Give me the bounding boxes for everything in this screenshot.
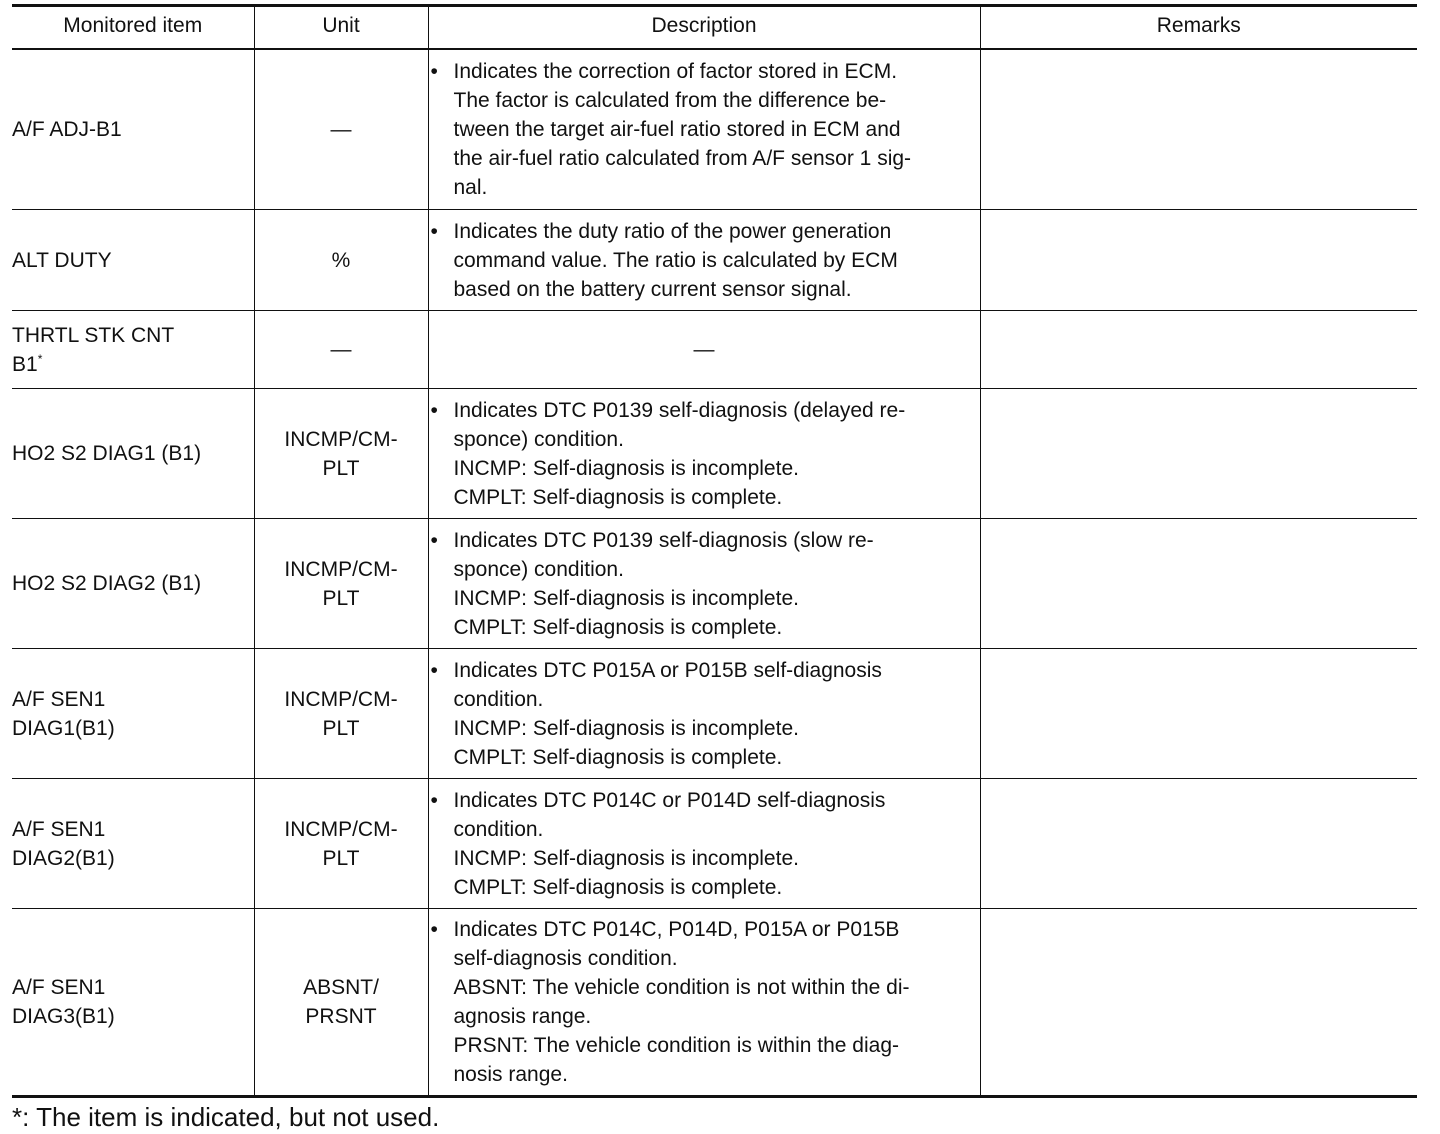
header-unit: Unit [254, 6, 428, 49]
description-line: Indicates DTC P014C, P014D, P015A or P015B [453, 918, 900, 941]
monitored-item-line: DIAG3(B1) [12, 1005, 115, 1028]
header-description: Description [428, 6, 980, 49]
remarks-cell [980, 909, 1417, 1097]
description-line: The factor is calculated from the difference be- [453, 88, 887, 112]
table-row [12, 389, 1417, 519]
unit-line: PLT [322, 586, 360, 610]
monitored-item-line [12, 350, 254, 379]
description-line: ABSNT: The vehicle condition is not within the di- [453, 976, 910, 999]
bullet-icon: • [430, 528, 438, 552]
monitored-item-line: DIAG1(B1) [12, 716, 115, 740]
monitored-item-line: DIAG2(B1) [12, 846, 115, 870]
description-line: CMPLT: Self-diagnosis is complete. [453, 485, 783, 509]
table-row [12, 519, 1417, 649]
description-line: nal. [453, 175, 488, 199]
description-cell [428, 779, 980, 909]
unit-line: PRSNT [305, 1005, 377, 1028]
bullet-icon: • [430, 59, 438, 83]
unit-cell: % [254, 210, 428, 311]
description-bullet-line [429, 396, 980, 425]
monitored-item-line: A/F SEN1 [12, 817, 106, 841]
description-line: Indicates the correction of factor stored in ECM. [453, 59, 898, 83]
description-line: Indicates DTC P014C or P014D self-diagnosis [453, 788, 886, 812]
description-line: INCMP: Self-diagnosis is incomplete. [453, 716, 799, 740]
description-cell [428, 389, 980, 519]
bullet-icon: • [430, 918, 438, 941]
unit-line: PLT [322, 846, 360, 870]
unit-cell [254, 649, 428, 779]
description-line: nosis range. [453, 1063, 568, 1086]
description-line: Indicates DTC P0139 self-diagnosis (delayed re- [453, 398, 906, 422]
description-bullet-line [429, 217, 980, 246]
unit-line: INCMP/CM- [284, 687, 398, 711]
description-cell [428, 909, 980, 1097]
unit-line: PLT [322, 456, 360, 480]
unit-cell [254, 389, 428, 519]
description-bullet-line [429, 526, 980, 555]
description-line: Indicates DTC P0139 self-diagnosis (slow re- [453, 528, 874, 552]
table-header-row [12, 6, 1417, 49]
monitored-item-line: A/F SEN1 [12, 976, 106, 999]
bullet-icon: • [430, 398, 438, 422]
description-bullet-line [429, 656, 980, 685]
header-remarks: Remarks [980, 6, 1417, 49]
monitored-item-cell: HO2 S2 DIAG1 (B1) [12, 389, 254, 519]
unit-cell [254, 779, 428, 909]
description-cell [428, 210, 980, 311]
unit-line: INCMP/CM- [284, 817, 398, 841]
description-line: the air-fuel ratio calculated from A/F sensor 1 sig- [453, 146, 912, 170]
description-cell [428, 519, 980, 649]
table-row [12, 210, 1417, 311]
description-line: agnosis range. [453, 1005, 592, 1028]
description-line: sponce) condition. [453, 557, 624, 581]
monitored-item-line: THRTL STK CNT [12, 323, 175, 347]
table-row [12, 311, 1417, 389]
description-cell [428, 649, 980, 779]
monitored-item-cell [12, 649, 254, 779]
unit-cell [254, 909, 428, 1097]
unit-cell: — [254, 49, 428, 210]
remarks-cell [980, 389, 1417, 519]
table-row [12, 649, 1417, 779]
unit-cell [254, 519, 428, 649]
remarks-cell [980, 210, 1417, 311]
monitor-table [12, 4, 1417, 1098]
footnote-mark: * [37, 351, 43, 366]
monitored-item-cell: HO2 S2 DIAG2 (B1) [12, 519, 254, 649]
description-line: sponce) condition. [453, 427, 624, 451]
description-bullet-line [429, 915, 980, 944]
remarks-cell [980, 311, 1417, 389]
monitored-item-cell: ALT DUTY [12, 210, 254, 311]
unit-line: INCMP/CM- [284, 557, 398, 581]
description-line: Indicates the duty ratio of the power generation [453, 219, 892, 243]
remarks-cell [980, 779, 1417, 909]
bullet-icon: • [430, 219, 438, 243]
unit-line: INCMP/CM- [284, 427, 398, 451]
unit-line: ABSNT/ [303, 976, 379, 999]
monitored-item-line: A/F SEN1 [12, 687, 106, 711]
description-line: based on the battery current sensor signal. [453, 277, 852, 301]
remarks-cell [980, 519, 1417, 649]
bullet-icon: • [430, 658, 438, 682]
description-bullet-line [429, 57, 980, 86]
description-line: condition. [453, 817, 544, 841]
description-line: Indicates DTC P015A or P015B self-diagnosis [453, 658, 882, 682]
document-page [12, 4, 1417, 1132]
description-cell: — [428, 311, 980, 389]
table-row [12, 909, 1417, 1097]
monitored-item-cell [12, 311, 254, 389]
description-line: INCMP: Self-diagnosis is incomplete. [453, 846, 799, 870]
description-line: CMPLT: Self-diagnosis is complete. [453, 745, 783, 769]
description-line: PRSNT: The vehicle condition is within the diag- [453, 1034, 900, 1057]
unit-cell: — [254, 311, 428, 389]
description-line: command value. The ratio is calculated by ECM [453, 248, 898, 272]
table-row [12, 779, 1417, 909]
bullet-icon: • [430, 788, 438, 812]
description-line: INCMP: Self-diagnosis is incomplete. [453, 586, 799, 610]
description-line: condition. [453, 687, 544, 711]
monitored-item-cell [12, 909, 254, 1097]
remarks-cell [980, 649, 1417, 779]
description-line: self-diagnosis condition. [453, 947, 678, 970]
description-line: CMPLT: Self-diagnosis is complete. [453, 615, 783, 639]
description-line: CMPLT: Self-diagnosis is complete. [453, 875, 783, 899]
monitored-item-cell: A/F ADJ-B1 [12, 49, 254, 210]
description-cell [428, 49, 980, 210]
header-monitored-item: Monitored item [12, 6, 254, 49]
description-bullet-line [429, 786, 980, 815]
description-line: INCMP: Self-diagnosis is incomplete. [453, 456, 799, 480]
description-line: tween the target air-fuel ratio stored in ECM and [453, 117, 901, 141]
remarks-cell [980, 49, 1417, 210]
footnote: *: The item is indicated, but not used. [12, 1102, 440, 1132]
unit-line: PLT [322, 716, 360, 740]
table-row [12, 49, 1417, 210]
monitored-item-text: B1 [12, 352, 38, 376]
monitored-item-cell [12, 779, 254, 909]
